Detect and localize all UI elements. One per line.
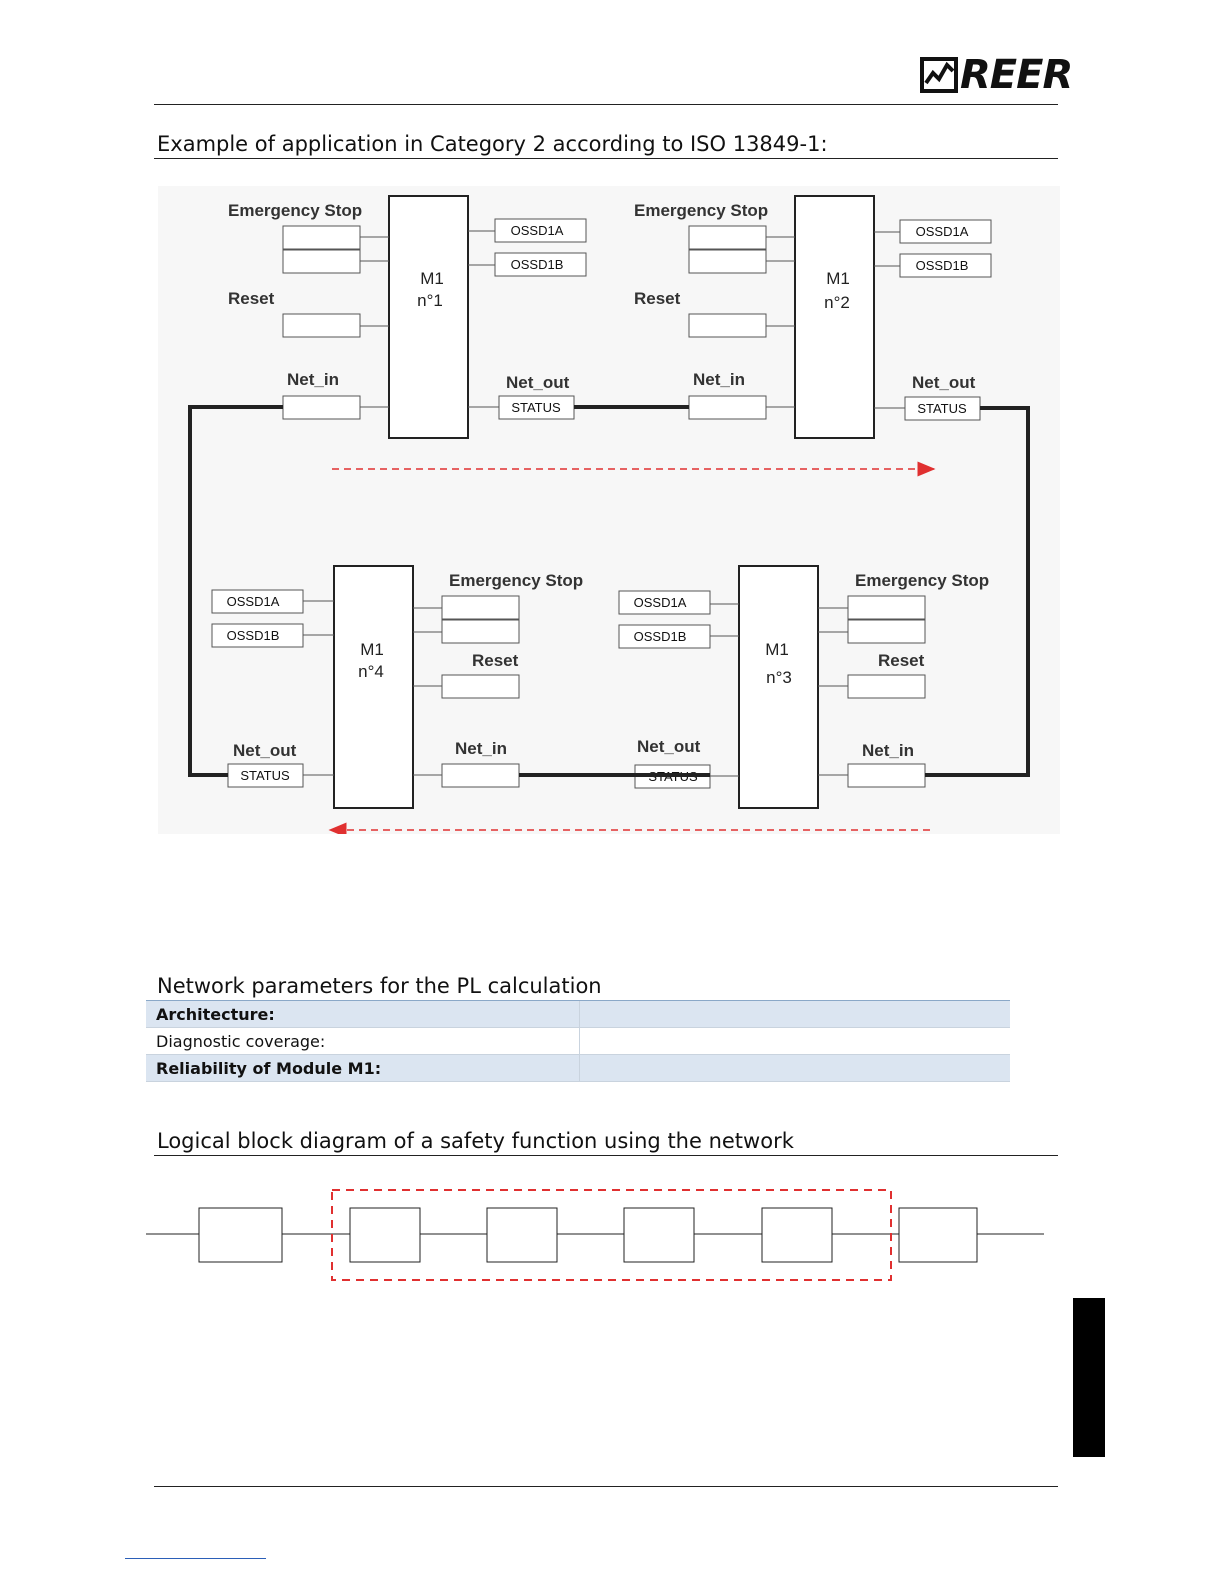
section3-underline	[154, 1155, 1058, 1156]
section1-underline	[154, 158, 1058, 159]
module-2	[634, 196, 991, 438]
module-1-ossd1b: OSSD1B	[510, 257, 564, 272]
param-value	[580, 1055, 1011, 1082]
param-value	[580, 1028, 1011, 1055]
module-3-status: STATUS	[648, 769, 698, 784]
section-title-logical-block: Logical block diagram of a safety function using the network	[157, 1129, 794, 1153]
module-1-name: M1	[420, 269, 444, 288]
module-2-status: STATUS	[917, 401, 967, 416]
module-1-number: n°1	[417, 291, 443, 310]
module-3-netin-label: Net_in	[862, 741, 914, 760]
module-2-estop-label: Emergency Stop	[634, 201, 769, 220]
module-1-netin-label: Net_in	[287, 370, 339, 389]
module-3-estop-label: Emergency Stop	[855, 571, 990, 590]
module-4-netin-label: Net_in	[455, 739, 507, 758]
logical-block-diagram	[140, 1180, 1050, 1290]
module-3	[619, 566, 989, 808]
section-title-network-params: Network parameters for the PL calculation	[157, 974, 602, 998]
module-2-ossd1a: OSSD1A	[915, 224, 969, 239]
module-3-ossd1b: OSSD1B	[633, 629, 687, 644]
module-2-reset-label: Reset	[634, 289, 681, 308]
module-4	[212, 566, 583, 808]
module-1-netout-label: Net_out	[506, 373, 570, 392]
module-4-reset-label: Reset	[472, 651, 519, 670]
reer-logo-icon	[920, 57, 960, 93]
params-table	[146, 1001, 1010, 1082]
footer-divider	[154, 1486, 1058, 1487]
logo-text: REER	[960, 52, 1073, 98]
module-1-ossd1a: OSSD1A	[510, 223, 564, 238]
module-3-reset-label: Reset	[878, 651, 925, 670]
module-2-netout-label: Net_out	[912, 373, 976, 392]
section-title-example: Example of application in Category 2 according to ISO 13849-1:	[157, 132, 828, 156]
table-row	[146, 1001, 1010, 1028]
param-label: Architecture:	[146, 1001, 580, 1028]
module-2-name: M1	[826, 269, 850, 288]
network-diagram	[158, 186, 1060, 834]
table-row	[146, 1028, 1010, 1055]
table-row	[146, 1055, 1010, 1082]
module-2-netin-label: Net_in	[693, 370, 745, 389]
module-4-ossd1b: OSSD1B	[226, 628, 280, 643]
module-4-name: M1	[360, 640, 384, 659]
network-bus	[190, 407, 1028, 775]
module-4-number: n°4	[358, 662, 384, 681]
module-2-ossd1b: OSSD1B	[915, 258, 969, 273]
footnote-rule	[125, 1558, 266, 1559]
module-3-number: n°3	[766, 668, 792, 687]
header-divider	[154, 104, 1058, 105]
param-label: Diagnostic coverage:	[146, 1028, 580, 1055]
module-4-ossd1a: OSSD1A	[226, 594, 280, 609]
module-4-status: STATUS	[240, 768, 290, 783]
module-1-reset-label: Reset	[228, 289, 275, 308]
module-2-number: n°2	[824, 293, 850, 312]
module-4-netout-label: Net_out	[233, 741, 297, 760]
reer-logo	[920, 52, 1072, 98]
param-value	[580, 1001, 1011, 1028]
param-label: Reliability of Module M1:	[146, 1055, 580, 1082]
module-1-estop-label: Emergency Stop	[228, 201, 363, 220]
module-4-estop-label: Emergency Stop	[449, 571, 584, 590]
module-3-name: M1	[765, 640, 789, 659]
module-1	[228, 196, 586, 438]
module-3-netout-label: Net_out	[637, 737, 701, 756]
module-1-status: STATUS	[511, 400, 561, 415]
chapter-tab	[1073, 1298, 1105, 1457]
module-3-ossd1a: OSSD1A	[633, 595, 687, 610]
